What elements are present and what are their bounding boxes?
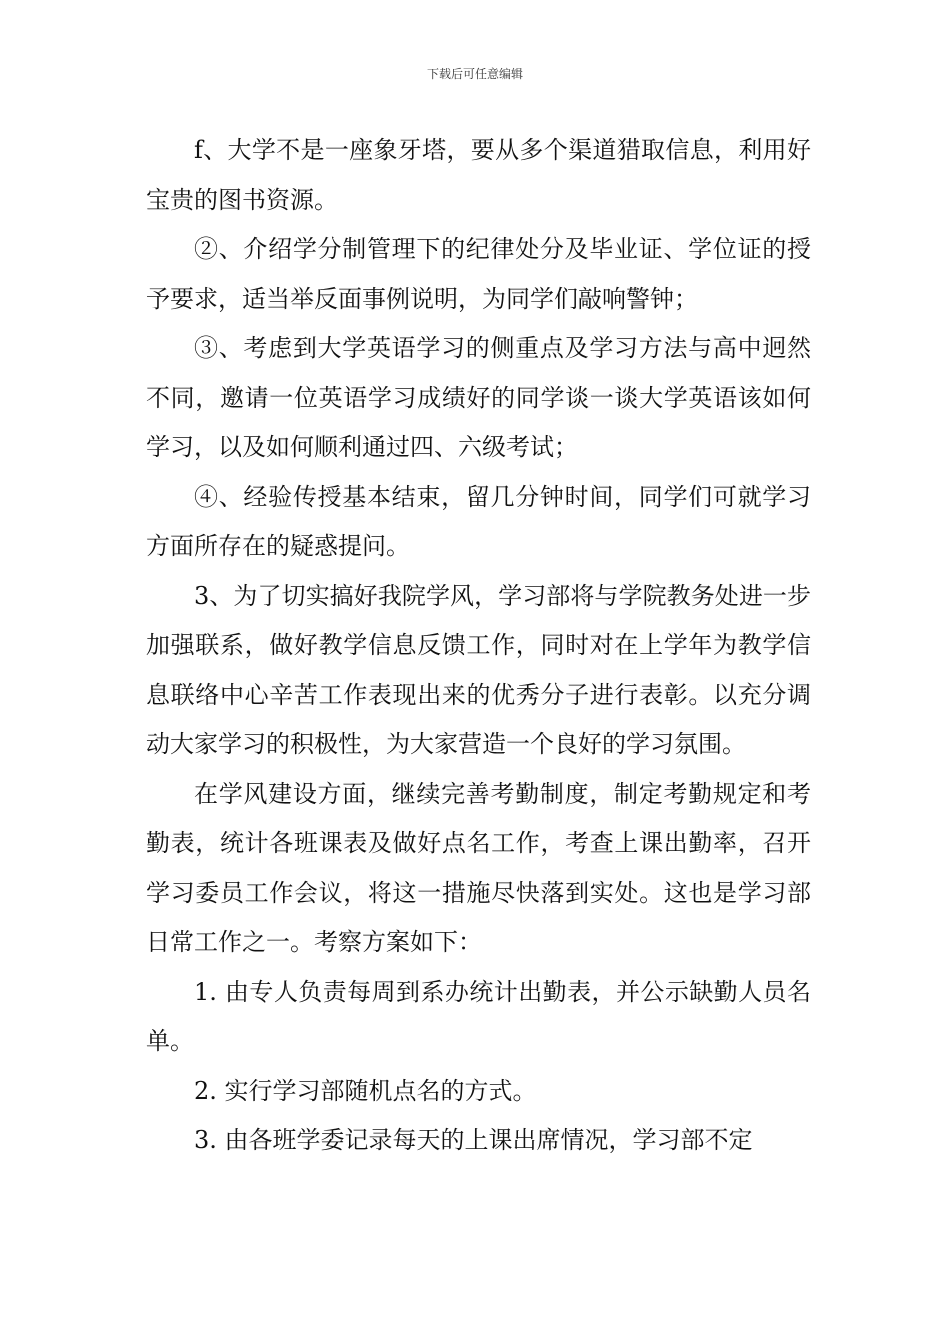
paragraph-attendance: 在学风建设方面，继续完善考勤制度，制定考勤规定和考勤表，统计各班课表及做好点名工作，考查上课出勤率，召开学习委员工作会议，将这一措施尽快落到实处。这也是学习部日常工作之一。考察方案如下： [146, 779, 811, 956]
paragraph-english-study: ③、考虑到大学英语学习的侧重点及学习方法与高中迥然不同，邀请一位英语学习成绩好的同学谈一谈大学英语该如何学习，以及如何顺利通过四、六级考试； [146, 334, 811, 461]
paragraph-questions: ④、经验传授基本结束，留几分钟时间，同学们可就学习方面所存在的疑惑提问。 [146, 482, 811, 560]
page-header: 下载后可任意编辑 [426, 67, 523, 81]
list-item-2: 2. 实行学习部随机点名的方式。 [194, 1076, 537, 1105]
list-item-1: 1. 由专人负责每周到系办统计出勤表，并公示缺勤人员名单。 [146, 977, 811, 1055]
document-body [146, 126, 811, 1166]
list-item-3: 3. 由各班学委记录每天的上课出席情况，学习部不定 [194, 1126, 753, 1154]
paragraph-library-resources: f、大学不是一座象牙塔，要从多个渠道猎取信息，利用好宝贵的图书资源。 [146, 136, 811, 214]
paragraph-study-style: 3、为了切实搞好我院学风，学习部将与学院教务处进一步加强联系，做好教学信息反馈工作，同时对在上学年为教学信息联络中心辛苦工作表现出来的优秀分子进行表彰。以充分调动大家学习的积极性，为大家营造一个良好的学习氛围。 [146, 581, 811, 758]
paragraph-discipline-degree: ②、介绍学分制管理下的纪律处分及毕业证、学位证的授予要求，适当举反面事例说明，为同学们敲响警钟； [146, 235, 811, 313]
